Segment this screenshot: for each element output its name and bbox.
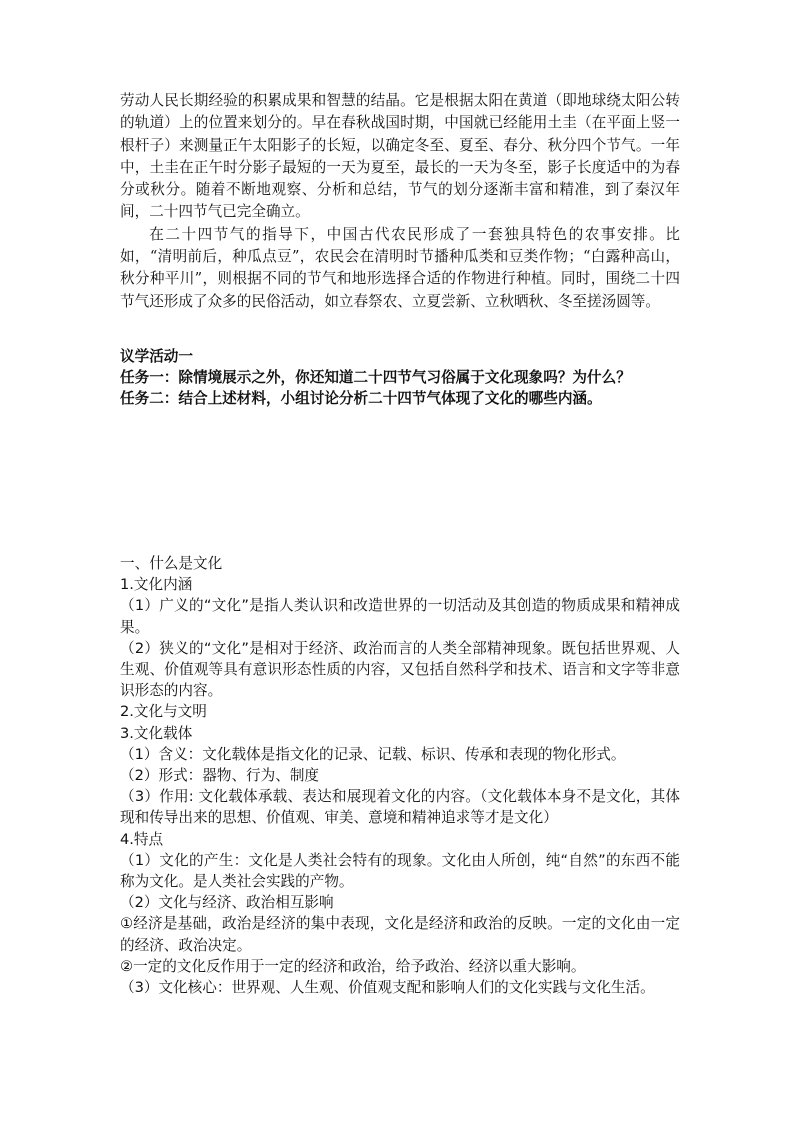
activity-title: 议学活动一 bbox=[120, 348, 193, 365]
item-carrier-role: （3）作用: 文化载体承载、表达和展现着文化的内容。（文化载体本身不是文化，其体现和传导出来的思想、价值观、审美、意境和精神追求等才是文化） bbox=[120, 788, 680, 827]
heading-culture-civilization: 2.文化与文明 bbox=[120, 703, 207, 721]
passage-paragraph-2: 在二十四节气的指导下，中国古代农民形成了一套独具特色的农事安排。比如，“清明前后，种瓜点豆”，农民会在清明时节播种瓜类和豆类作物；“白露种高山，秋分种平川”，则根据不同的节气和地形选择合适的作物进行种植。同时，围绕二十四节气还形成了众多的民俗活动，如立春祭农、立夏尝新、立秋晒秋、冬至搓汤圆等。 bbox=[120, 225, 680, 310]
item-culture-economy-politics: （2）文化与经济、政治相互影响 bbox=[120, 894, 334, 912]
task-two: 任务二：结合上述材料，小组讨论分析二十四节气体现了文化的哪些内涵。 bbox=[120, 390, 602, 407]
activity-block bbox=[120, 346, 680, 409]
passage-paragraph-1: 劳动人民长期经验的积累成果和智慧的结晶。它是根据太阳在黄道（即地球绕太阳公转的轨道）上的位置来划分的。早在春秋战国时期，中国就已经能用土圭（在平面上竖一根杆子）来测量正午太阳影子的长短，以确定冬至、夏至、春分、秋分四个节气。一年中，土圭在正午时分影子最短的一天为夏至，最长的一天为冬至，影子长度适中的为春分或秋分。随着不断地观察、分析和总结，节气的划分逐渐丰富和精准，到了秦汉年间，二十四节气已完全确立。 bbox=[120, 92, 680, 221]
heading-culture-meaning: 1.文化内涵 bbox=[120, 576, 193, 594]
notes-block bbox=[120, 553, 680, 998]
passage bbox=[120, 90, 680, 313]
item-culture-origin: （1）文化的产生：文化是人类社会特有的现象。文化由人所创，纯“自然”的东西不能称为文化。是人类社会实践的产物。 bbox=[120, 851, 680, 891]
item-narrow-culture: （2）狭义的“文化”是相对于经济、政治而言的人类全部精神现象。既包括世界观、人生观、价值观等具有意识形态性质的内容，又包括自然科学和技术、语言和文字等非意识形态的内容。 bbox=[120, 639, 680, 700]
item-carrier-forms: （2）形式：器物、行为、制度 bbox=[120, 767, 320, 785]
item-carrier-meaning: （1）含义：文化载体是指文化的记录、记载、标识、传承和表现的物化形式。 bbox=[120, 745, 626, 763]
item-economy-basis: ①经济是基础，政治是经济的集中表现，文化是经济和政治的反映。一定的文化由一定的经济、政治决定。 bbox=[120, 915, 680, 954]
item-culture-core: （3）文化核心：世界观、人生观、价值观支配和影响人们的文化实践与文化生活。 bbox=[120, 979, 655, 997]
task-one: 任务一：除情境展示之外，你还知道二十四节气习俗属于文化现象吗？为什么？ bbox=[120, 369, 631, 386]
item-broad-culture: （1）广义的“文化”是指人类认识和改造世界的一切活动及其创造的物质成果和精神成果。 bbox=[120, 597, 680, 636]
heading-features: 4.特点 bbox=[120, 830, 164, 848]
heading-culture-carrier: 3.文化载体 bbox=[120, 724, 193, 742]
item-culture-reaction: ②一定的文化反作用于一定的经济和政治，给予政治、经济以重大影响。 bbox=[120, 957, 586, 975]
section-heading: 一、什么是文化 bbox=[120, 555, 223, 572]
